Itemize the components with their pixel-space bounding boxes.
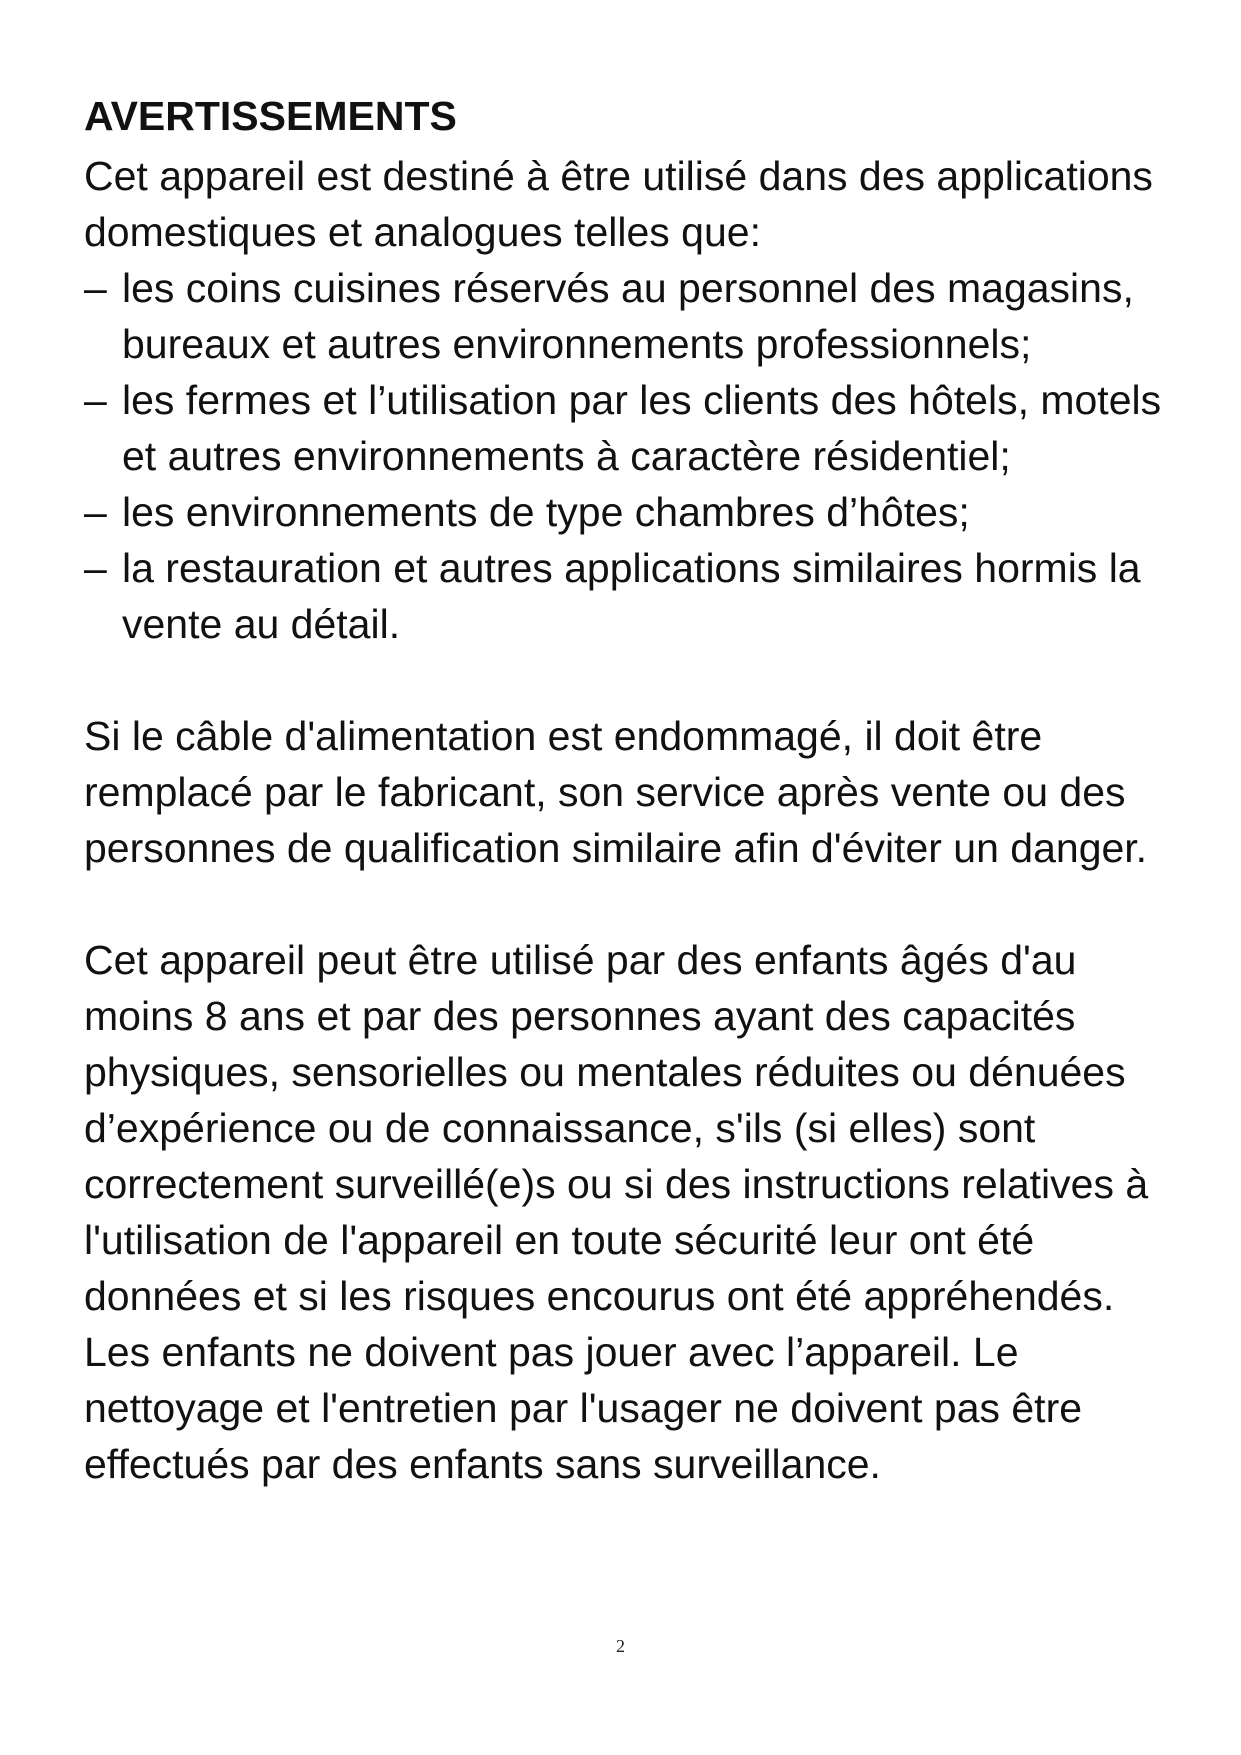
- page-number: 2: [616, 1636, 625, 1656]
- intro-text: Cet appareil est destiné à être utilisé dans des applications domestiques et analogues telles que:: [84, 153, 1153, 255]
- dash-bullet-icon: –: [84, 545, 107, 591]
- list-item: [84, 540, 1164, 652]
- list-item: [84, 484, 1164, 540]
- page-title: AVERTISSEMENTS: [84, 93, 457, 139]
- list-item-text: les coins cuisines réservés au personnel des magasins, bureaux et autres environnements professionnels;: [122, 265, 1134, 367]
- list-item-text: la restauration et autres applications similaires hormis la vente au détail.: [122, 545, 1141, 647]
- spacer: [84, 876, 1164, 932]
- dash-bullet-icon: –: [84, 377, 107, 423]
- list-item: [84, 372, 1164, 484]
- power-cable-paragraph: Si le câble d'alimentation est endommagé, il doit être remplacé par le fabricant, son service après vente ou des personnes de qualification similaire afin d'éviter un danger.: [84, 713, 1148, 871]
- dash-bullet-icon: –: [84, 489, 107, 535]
- list-item: [84, 260, 1164, 372]
- list-item-text: les fermes et l’utilisation par les clients des hôtels, motels et autres environnements à caractère résidentiel;: [122, 377, 1162, 479]
- spacer: [84, 652, 1164, 708]
- dash-bullet-icon: –: [84, 265, 107, 311]
- usage-list: [84, 260, 1164, 652]
- document-page: [84, 84, 1164, 1492]
- children-safety-paragraph: Cet appareil peut être utilisé par des enfants âgés d'au moins 8 ans et par des personnes ayant des capacités physiques, sensorielles ou mentales réduites ou dénuées d’expérience ou de connaissance, s'ils (si elles) sont correctement surveillé(e)s ou si des instructions relatives à l'utilisation de l'appareil en toute sécurité leur ont été données et si les risques encourus ont été appréhendés. Les enfants ne doivent pas jouer avec l’appareil. Le nettoyage et l'entretien par l'usager ne doivent pas être effectués par des enfants sans surveillance.: [84, 937, 1149, 1487]
- list-item-text: les environnements de type chambres d’hôtes;: [122, 489, 970, 535]
